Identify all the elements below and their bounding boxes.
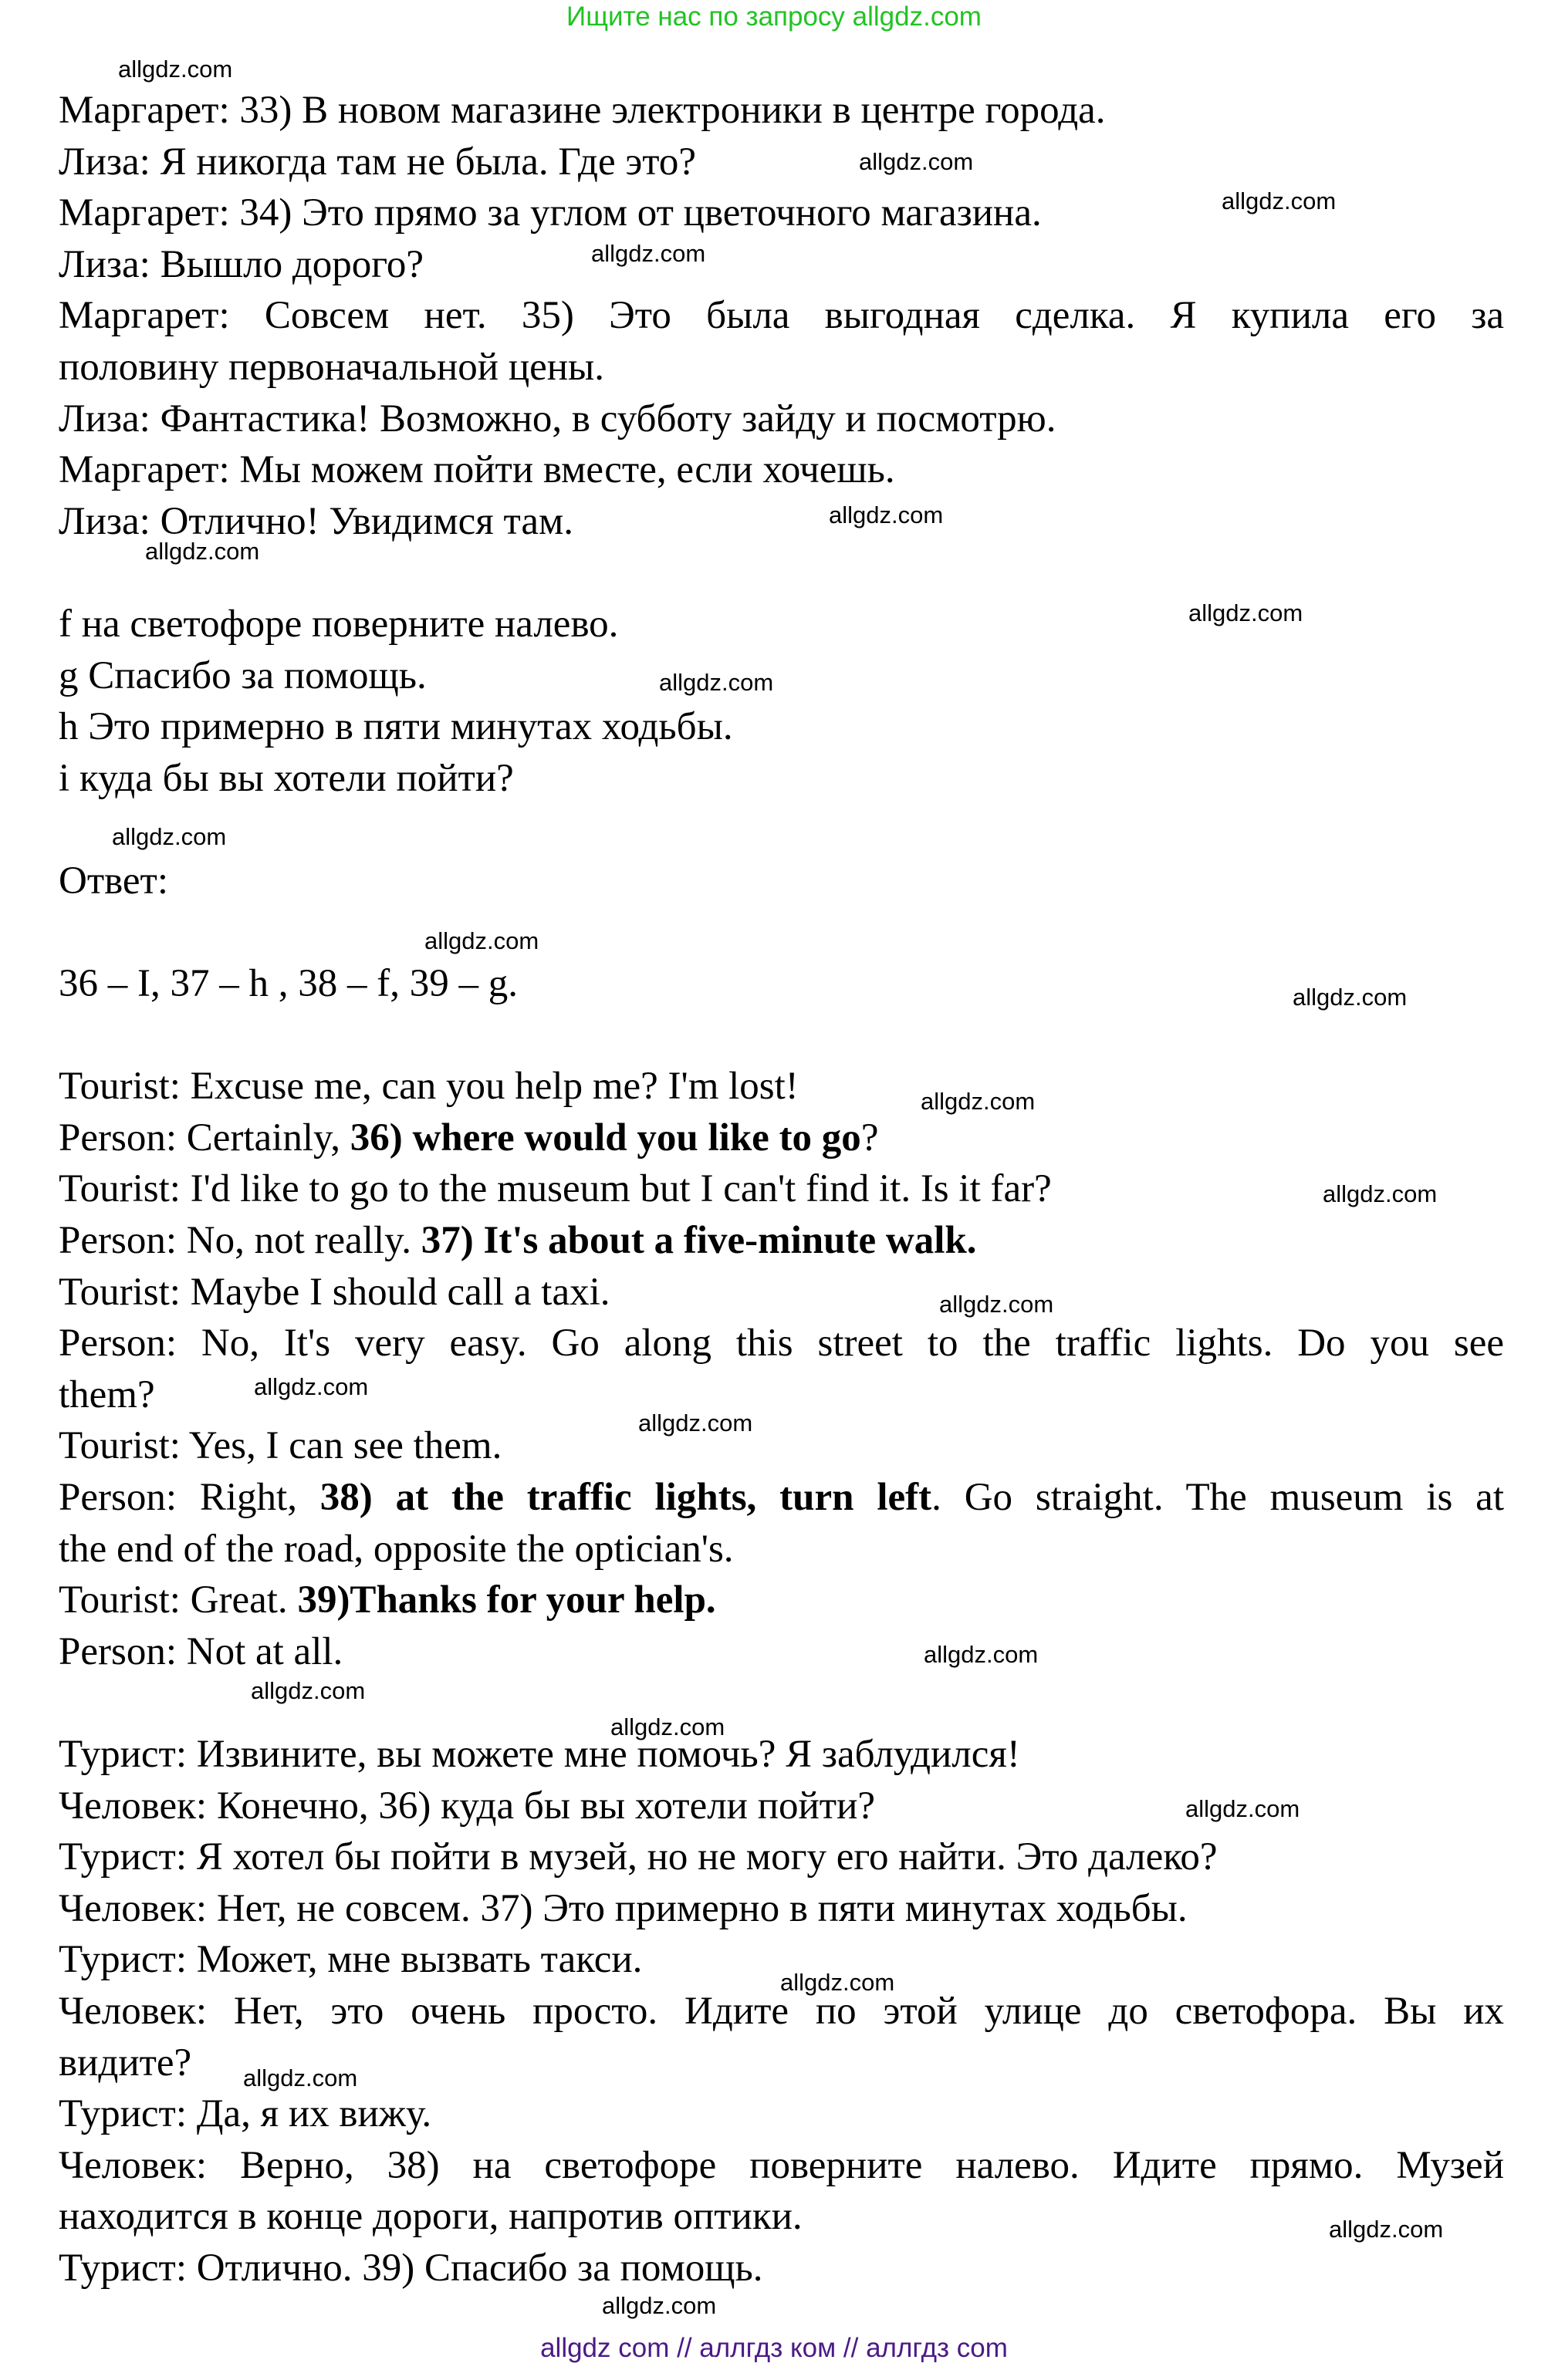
bold-answer: 36) where would you like to go (350, 1116, 861, 1160)
text-line (59, 1420, 1504, 1472)
watermark-text: allgdz.com (112, 823, 227, 850)
text-line (59, 1215, 1504, 1267)
text-segment: Маргарет: Мы можем пойти вместе, если хочешь. (59, 448, 895, 492)
text-line (59, 393, 1504, 445)
search-banner: Ищите нас по запросу allgdz.com (566, 2, 982, 32)
text-segment: Tourist: I'd like to go to the museum but I can't find it. Is it far? (59, 1167, 1052, 1211)
text-segment: Person: Not at all. (59, 1629, 343, 1673)
watermark-text: allgdz.com (921, 1088, 1036, 1115)
watermark-text: allgdz.com (829, 501, 944, 528)
text-segment: Person: Certainly, (59, 1116, 350, 1160)
text-segment: h Это примерно в пяти минутах ходьбы. (59, 705, 733, 749)
text-line (59, 496, 1504, 548)
text-line (59, 650, 1504, 702)
text-line (59, 1729, 1504, 1781)
text-line (59, 85, 1504, 137)
text-segment: . Go straight. The museum is at (931, 1476, 1504, 1520)
text-line (59, 1524, 1504, 1575)
bold-answer: 38) at the traffic lights, turn left (319, 1476, 932, 1520)
text-segment: Турист: Может, мне вызвать такси. (59, 1938, 643, 1982)
text-segment: Маргарет: 33) В новом магазине электроники в центре города. (59, 89, 1106, 132)
watermark-text: allgdz.com (1188, 599, 1303, 626)
text-line (59, 290, 1504, 342)
text-segment: Маргарет: Совсем нет. 35) Это была выгодная сделка. Я купила его за (59, 294, 1504, 338)
text-segment: the end of the road, opposite the optician's. (59, 1527, 734, 1571)
text-segment: Человек: Конечно, 36) куда бы вы хотели пойти? (59, 1784, 876, 1828)
watermark-text: allgdz.com (1323, 1180, 1438, 1207)
text-segment: them? (59, 1372, 155, 1416)
text-line (59, 239, 1504, 291)
text-line (59, 2140, 1504, 2192)
text-segment: Tourist: Yes, I can see them. (59, 1424, 502, 1468)
text-segment: Tourist: Great. (59, 1578, 298, 1622)
text-segment: ? (860, 1116, 879, 1160)
watermark-text: allgdz.com (1222, 187, 1337, 214)
text-line (59, 958, 1504, 1010)
text-line (59, 444, 1504, 496)
text-line (59, 1318, 1504, 1369)
text-line (59, 1061, 1504, 1112)
text-segment: Человек: Нет, не совсем. 37) Это примерно в пяти минутах ходьбы. (59, 1886, 1188, 1930)
watermark-text: allgdz.com (1329, 2216, 1444, 2243)
bold-answer: 37) It's about a five-minute walk. (421, 1219, 977, 1263)
text-line (59, 2191, 1504, 2243)
blank-line (59, 1010, 1504, 1062)
text-segment: Маргарет: 34) Это прямо за углом от цветочного магазина. (59, 191, 1042, 235)
document-body (59, 85, 1504, 2294)
text-line (59, 1163, 1504, 1215)
watermark-text: allgdz.com (1185, 1795, 1300, 1822)
watermark-text: allgdz.com (610, 1713, 725, 1740)
text-segment: видите? (59, 2041, 192, 2085)
text-segment: g Спасибо за помощь. (59, 653, 427, 697)
text-segment: Человек: Нет, это очень просто. Идите по этой улице до светофора. Вы их (59, 1989, 1504, 2033)
text-segment: Person: No, It's very easy. Go along this street to the traffic lights. Do you see (59, 1322, 1504, 1366)
watermark-text: allgdz.com (939, 1291, 1054, 1318)
blank-line (59, 547, 1504, 599)
watermark-text: allgdz.com (780, 1969, 895, 1996)
text-segment: Лиза: Отлично! Увидимся там. (59, 499, 574, 543)
text-segment: i куда бы вы хотели пойти? (59, 756, 514, 800)
text-segment: находится в конце дороги, напротив оптики. (59, 2195, 803, 2239)
text-line (59, 1575, 1504, 1626)
text-segment: Person: No, not really. (59, 1219, 421, 1263)
text-line (59, 1883, 1504, 1935)
text-segment: Tourist: Excuse me, can you help me? I'm lost! (59, 1065, 799, 1109)
text-line (59, 1831, 1504, 1883)
watermark-text: allgdz.com (659, 669, 774, 696)
text-line (59, 1267, 1504, 1318)
text-line (59, 1472, 1504, 1524)
text-line (59, 2088, 1504, 2140)
text-segment: Турист: Я хотел бы пойти в музей, но не могу его найти. Это далеко? (59, 1835, 1218, 1879)
watermark-text: allgdz.com (118, 56, 233, 83)
text-segment: Человек: Верно, 38) на светофоре поверните налево. Идите прямо. Музей (59, 2143, 1504, 2187)
text-line (59, 342, 1504, 393)
text-segment: Лиза: Вышло дорого? (59, 242, 424, 286)
text-segment: половину первоначальной цены. (59, 345, 605, 389)
watermark-text: allgdz.com (251, 1677, 366, 1704)
text-segment: Ответ: (59, 859, 168, 903)
text-line (59, 137, 1504, 188)
blank-line (59, 804, 1504, 856)
watermark-text: allgdz.com (243, 2064, 358, 2091)
footer-watermark: allgdz com // аллгдз ком // аллгдз com (540, 2333, 1008, 2363)
watermark-text: allgdz.com (254, 1373, 369, 1400)
text-line (59, 753, 1504, 805)
text-segment: Person: Right, (59, 1476, 320, 1520)
watermark-text: allgdz.com (602, 2292, 717, 2319)
text-segment: Турист: Извините, вы можете мне помочь? Я заблудился! (59, 1733, 1020, 1776)
watermark-text: allgdz.com (924, 1641, 1039, 1668)
text-segment: f на светофоре поверните налево. (59, 602, 619, 646)
blank-line (59, 907, 1504, 959)
text-line (59, 2243, 1504, 2294)
watermark-text: allgdz.com (638, 1409, 753, 1436)
watermark-text: allgdz.com (1293, 984, 1408, 1011)
text-segment: Лиза: Фантастика! Возможно, в субботу зайду и посмотрю. (59, 397, 1056, 441)
text-segment: Турист: Да, я их вижу. (59, 2092, 432, 2136)
watermark-text: allgdz.com (424, 927, 539, 954)
text-segment: 36 – I, 37 – h , 38 – f, 39 – g. (59, 962, 518, 1006)
text-line (59, 1112, 1504, 1164)
watermark-text: allgdz.com (145, 538, 260, 565)
text-line (59, 701, 1504, 753)
bold-answer: 39)Thanks for your help. (297, 1578, 716, 1622)
text-segment: Турист: Отлично. 39) Спасибо за помощь. (59, 2246, 763, 2290)
text-line (59, 1626, 1504, 1678)
text-line (59, 856, 1504, 907)
watermark-text: allgdz.com (859, 148, 974, 175)
watermark-text: allgdz.com (591, 240, 706, 267)
text-segment: Лиза: Я никогда там не была. Где это? (59, 140, 697, 184)
text-segment: Tourist: Maybe I should call a taxi. (59, 1270, 610, 1314)
